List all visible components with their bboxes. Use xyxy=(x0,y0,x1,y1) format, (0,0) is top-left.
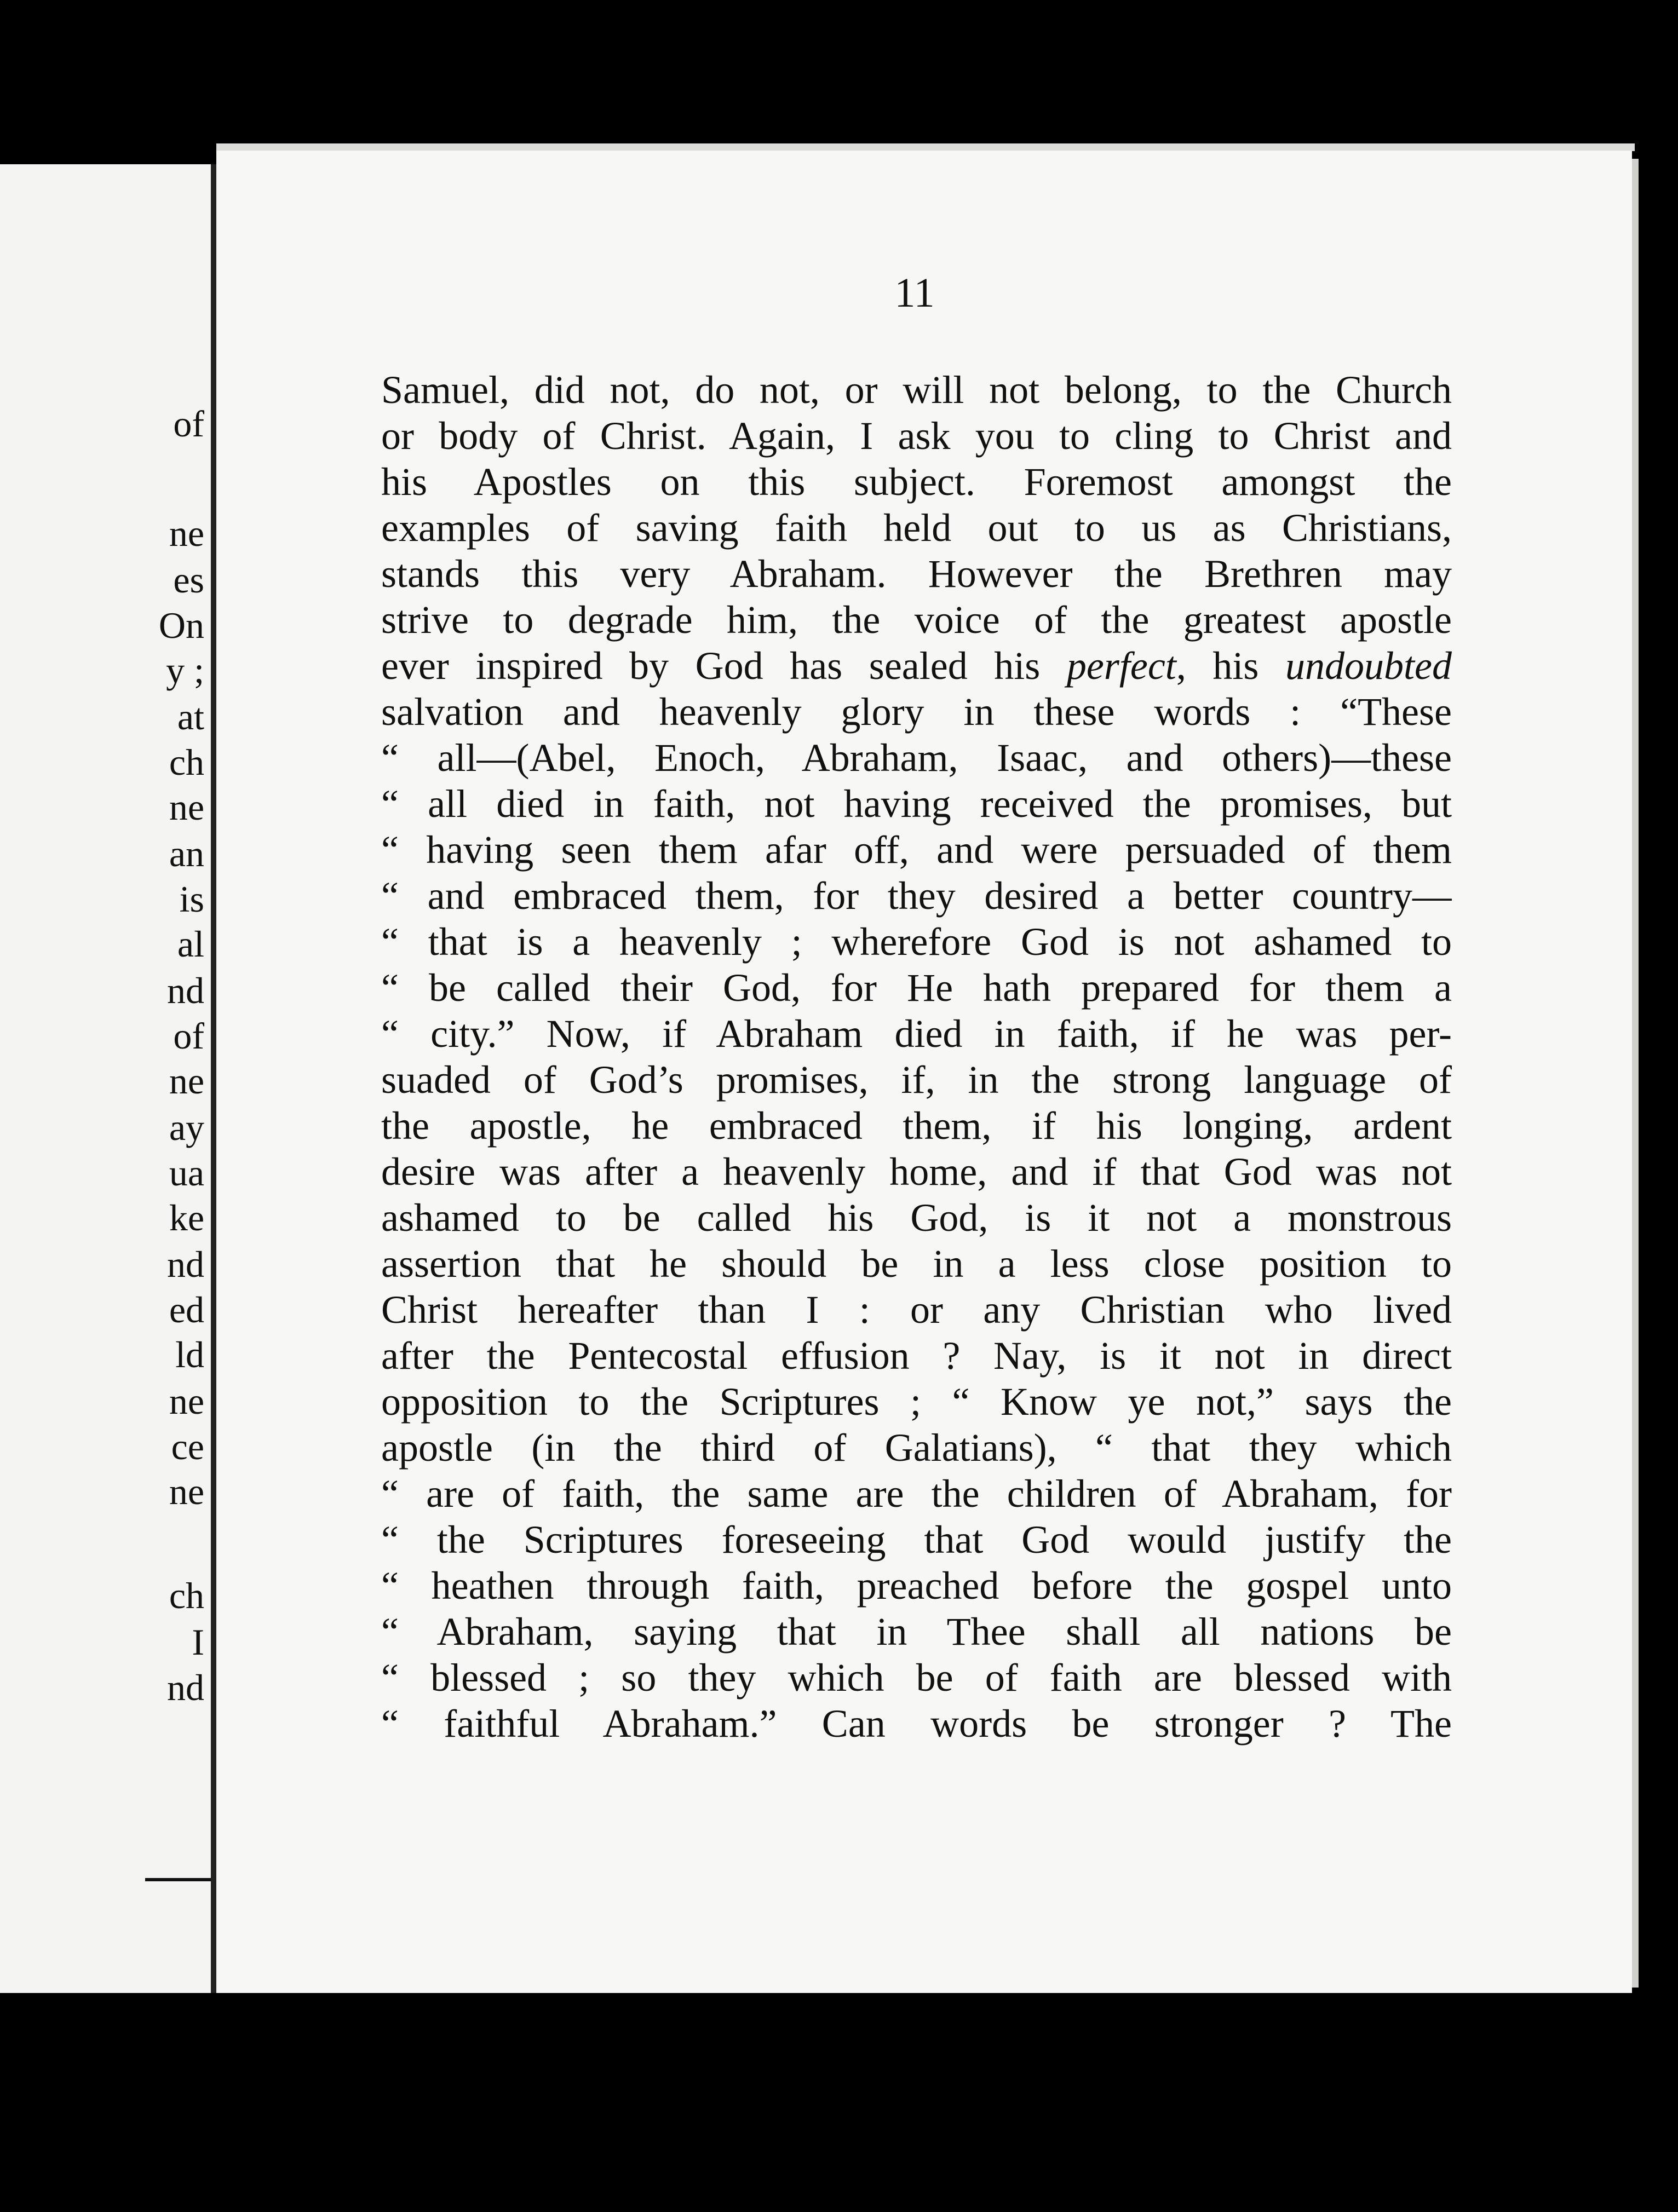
text-line: “ the Scriptures foreseeing that God would justify the xyxy=(381,1518,1452,1562)
left-fragment: ne xyxy=(169,1060,204,1102)
text-line: “ that is a heavenly ; wherefore God is not ashamed to xyxy=(381,920,1452,964)
text-line xyxy=(381,643,1452,689)
text-line: suaded of God’s promises, if, in the strong language of xyxy=(381,1058,1452,1102)
left-rule xyxy=(145,1878,211,1881)
left-fragment: ne xyxy=(169,1380,204,1422)
left-fragment: es xyxy=(173,559,204,601)
emphasis-perfect: perfect xyxy=(1066,644,1176,688)
left-fragment: y ; xyxy=(166,649,204,691)
text-line: ashamed to be called his God, is it not a monstrous xyxy=(381,1196,1452,1240)
text-line: “ be called their God, for He hath prepared for them a xyxy=(381,966,1452,1010)
text-line: apostle (in the third of Galatians), “ that they which xyxy=(381,1426,1452,1470)
text-line: desire was after a heavenly home, and if that God was not xyxy=(381,1150,1452,1194)
left-fragment: On xyxy=(158,604,204,646)
body-text xyxy=(381,367,1452,1747)
left-fragment: ed xyxy=(169,1289,204,1330)
text-run: , his xyxy=(1176,644,1286,688)
text-line: Samuel, did not, do not, or will not belong, to the Church xyxy=(381,368,1452,412)
text-line: “ heathen through faith, preached before the gospel unto xyxy=(381,1564,1452,1608)
text-line: “ and embraced them, for they desired a better country— xyxy=(381,874,1452,918)
left-fragment: nd xyxy=(167,1243,204,1285)
book-gutter xyxy=(211,164,216,1993)
left-fragment: nd xyxy=(167,970,204,1011)
left-fragment: ne xyxy=(169,786,204,828)
text-line: the apostle, he embraced them, if his longing, ardent xyxy=(381,1104,1452,1148)
left-fragment: al xyxy=(177,923,204,965)
text-line: Christ hereafter than I : or any Christian who lived xyxy=(381,1288,1452,1332)
emphasis-undoubted: undoubted xyxy=(1285,644,1452,688)
page-top-edge xyxy=(216,143,1635,151)
left-fragment: ce xyxy=(171,1426,204,1467)
text-line: stands this very Abraham. However the Brethren may xyxy=(381,552,1452,596)
left-fragment: of xyxy=(173,403,204,445)
text-line: examples of saving faith held out to us as Christians, xyxy=(381,506,1452,550)
left-fragment: ay xyxy=(169,1107,204,1148)
left-fragment: I xyxy=(192,1621,204,1663)
left-fragment: at xyxy=(177,696,204,738)
left-page-edge xyxy=(0,164,211,1993)
page-right-edge xyxy=(1632,159,1639,1988)
text-line: “ blessed ; so they which be of faith are blessed with xyxy=(381,1656,1452,1700)
page-number: 11 xyxy=(894,270,935,316)
left-fragment: ch xyxy=(169,1575,204,1616)
text-line: “ all died in faith, not having received the promises, but xyxy=(381,782,1452,826)
text-line: or body of Christ. Again, I ask you to cling to Christ and xyxy=(381,414,1452,458)
left-fragment: is xyxy=(179,878,204,920)
left-fragment: an xyxy=(169,833,204,874)
left-fragment: ke xyxy=(169,1197,204,1239)
left-fragment: ld xyxy=(175,1334,204,1375)
text-line: “ all—(Abel, Enoch, Abraham, Isaac, and others)—these xyxy=(381,736,1452,780)
text-line: opposition to the Scriptures ; “ Know ye not,” says the xyxy=(381,1380,1452,1424)
text-line: assertion that he should be in a less close position to xyxy=(381,1242,1452,1286)
text-line: “ Abraham, saying that in Thee shall all nations be xyxy=(381,1610,1452,1654)
left-fragment: ne xyxy=(169,1471,204,1512)
left-fragment: ne xyxy=(169,512,204,554)
left-fragment: of xyxy=(173,1015,204,1057)
text-line: “ having seen them afar off, and were persuaded of them xyxy=(381,828,1452,872)
text-line: his Apostles on this subject. Foremost amongst the xyxy=(381,460,1452,504)
text-line: salvation and heavenly glory in these words : “These xyxy=(381,690,1452,734)
left-fragment: ch xyxy=(169,741,204,783)
text-line: “ faithful Abraham.” Can words be stronger ? The xyxy=(381,1702,1452,1746)
text-line: “ city.” Now, if Abraham died in faith, if he was per- xyxy=(381,1012,1452,1056)
left-fragment: nd xyxy=(167,1667,204,1708)
text-line: strive to degrade him, the voice of the greatest apostle xyxy=(381,598,1452,642)
left-fragment: ua xyxy=(169,1152,204,1194)
text-run: ever inspired by God has sealed his xyxy=(381,644,1067,688)
text-line: after the Pentecostal effusion ? Nay, is it not in direct xyxy=(381,1334,1452,1378)
text-line: “ are of faith, the same are the children of Abraham, for xyxy=(381,1472,1452,1516)
